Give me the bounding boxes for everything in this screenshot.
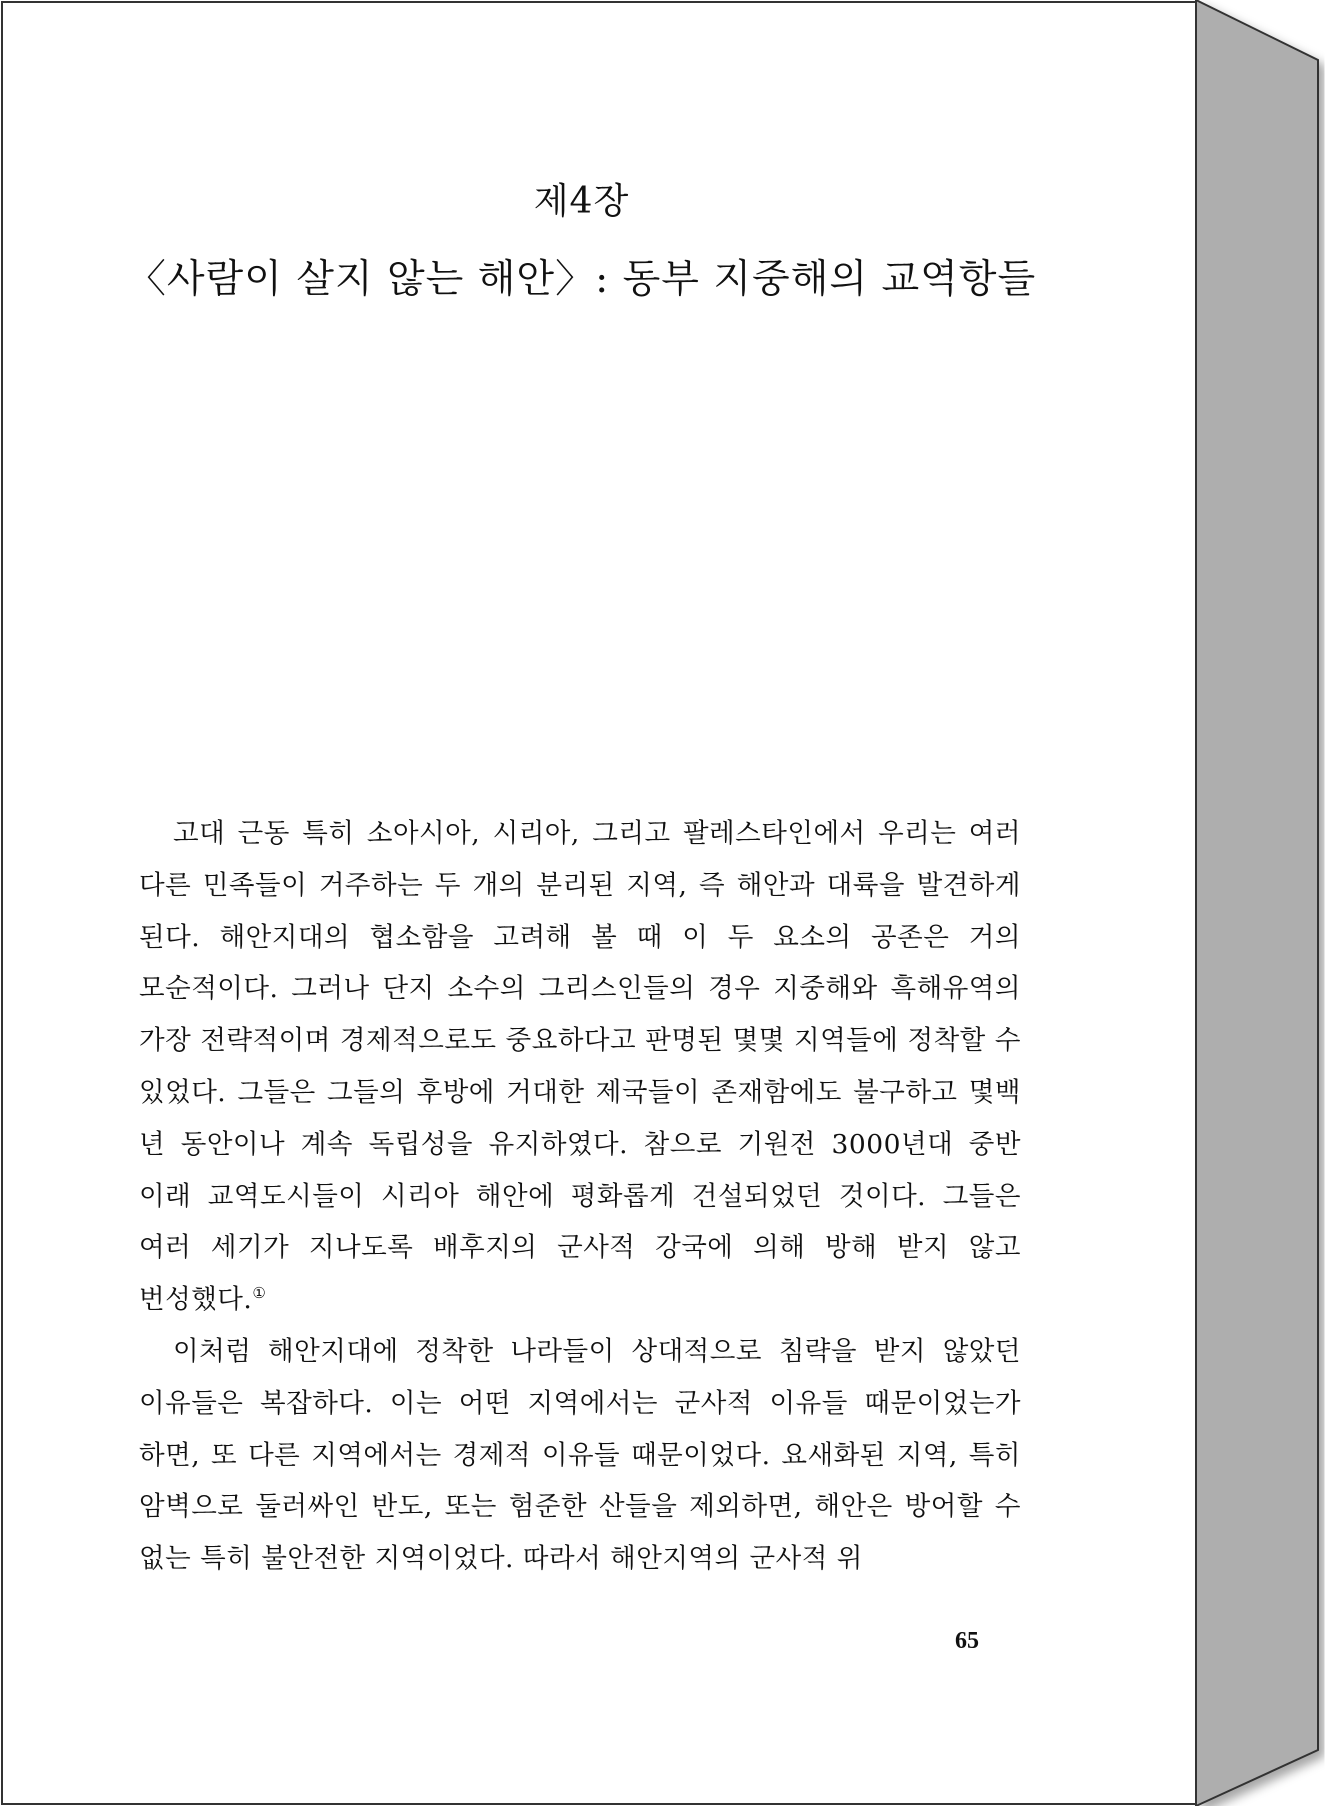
footnote-marker: ①: [252, 1284, 267, 1303]
chapter-title: 〈사람이 살지 않는 해안〉: 동부 지중해의 교역항들: [126, 257, 1037, 302]
paragraph-text: 이처럼 해안지대에 정착한 나라들이 상대적으로 침략을 받지 않았던 이유들은 복잡하다. 이는 어떤 지역에서는 군사적 이유들 때문이었는가 하면, 또 다른 지역에서는 경제적 이유들 때문이었다. 요새화된 지역, 특히 암벽으로 둘러싸인 반도, 또는 험준한 산들을 제외하면, 해안은 방어할 수 없는 특히 불안전한 지역이었다. 따라서 해안지역의 군사적 위: [139, 1335, 1021, 1575]
chapter-number: 제4장: [533, 181, 630, 222]
paragraph: [139, 808, 1021, 1326]
book-side: [1196, 0, 1318, 1806]
page-number: 65: [955, 1628, 979, 1654]
body-text: [139, 808, 1021, 1585]
paragraph: [139, 1326, 1021, 1585]
paragraph-text: 고대 근동 특히 소아시아, 시리아, 그리고 팔레스타인에서 우리는 여러 다른 민족들이 거주하는 두 개의 분리된 지역, 즉 해안과 대륙을 발견하게 된다. 해안지대의 협소함을 고려해 볼 때 이 두 요소의 공존은 거의 모순적이다. 그러나 단지 소수의 그리스인들의 경우 지중해와 흑해유역의 가장 전략적이며 경제적으로도 중요하다고 판명된 몇몇 지역들에 정착할 수 있었다. 그들은 그들의 후방에 거대한 제국들이 존재함에도 불구하고 몇백 년 동안이나 계속 독립성을 유지하였다. 참으로 기원전 3000년대 중반 이래 교역도시들이 시리아 해안에 평화롭게 건설되었던 것이다. 그들은 여러 세기가 지나도록 배후지의 군사적 강국에 의해 방해 받지 않고 번성했다.: [139, 818, 1021, 1316]
